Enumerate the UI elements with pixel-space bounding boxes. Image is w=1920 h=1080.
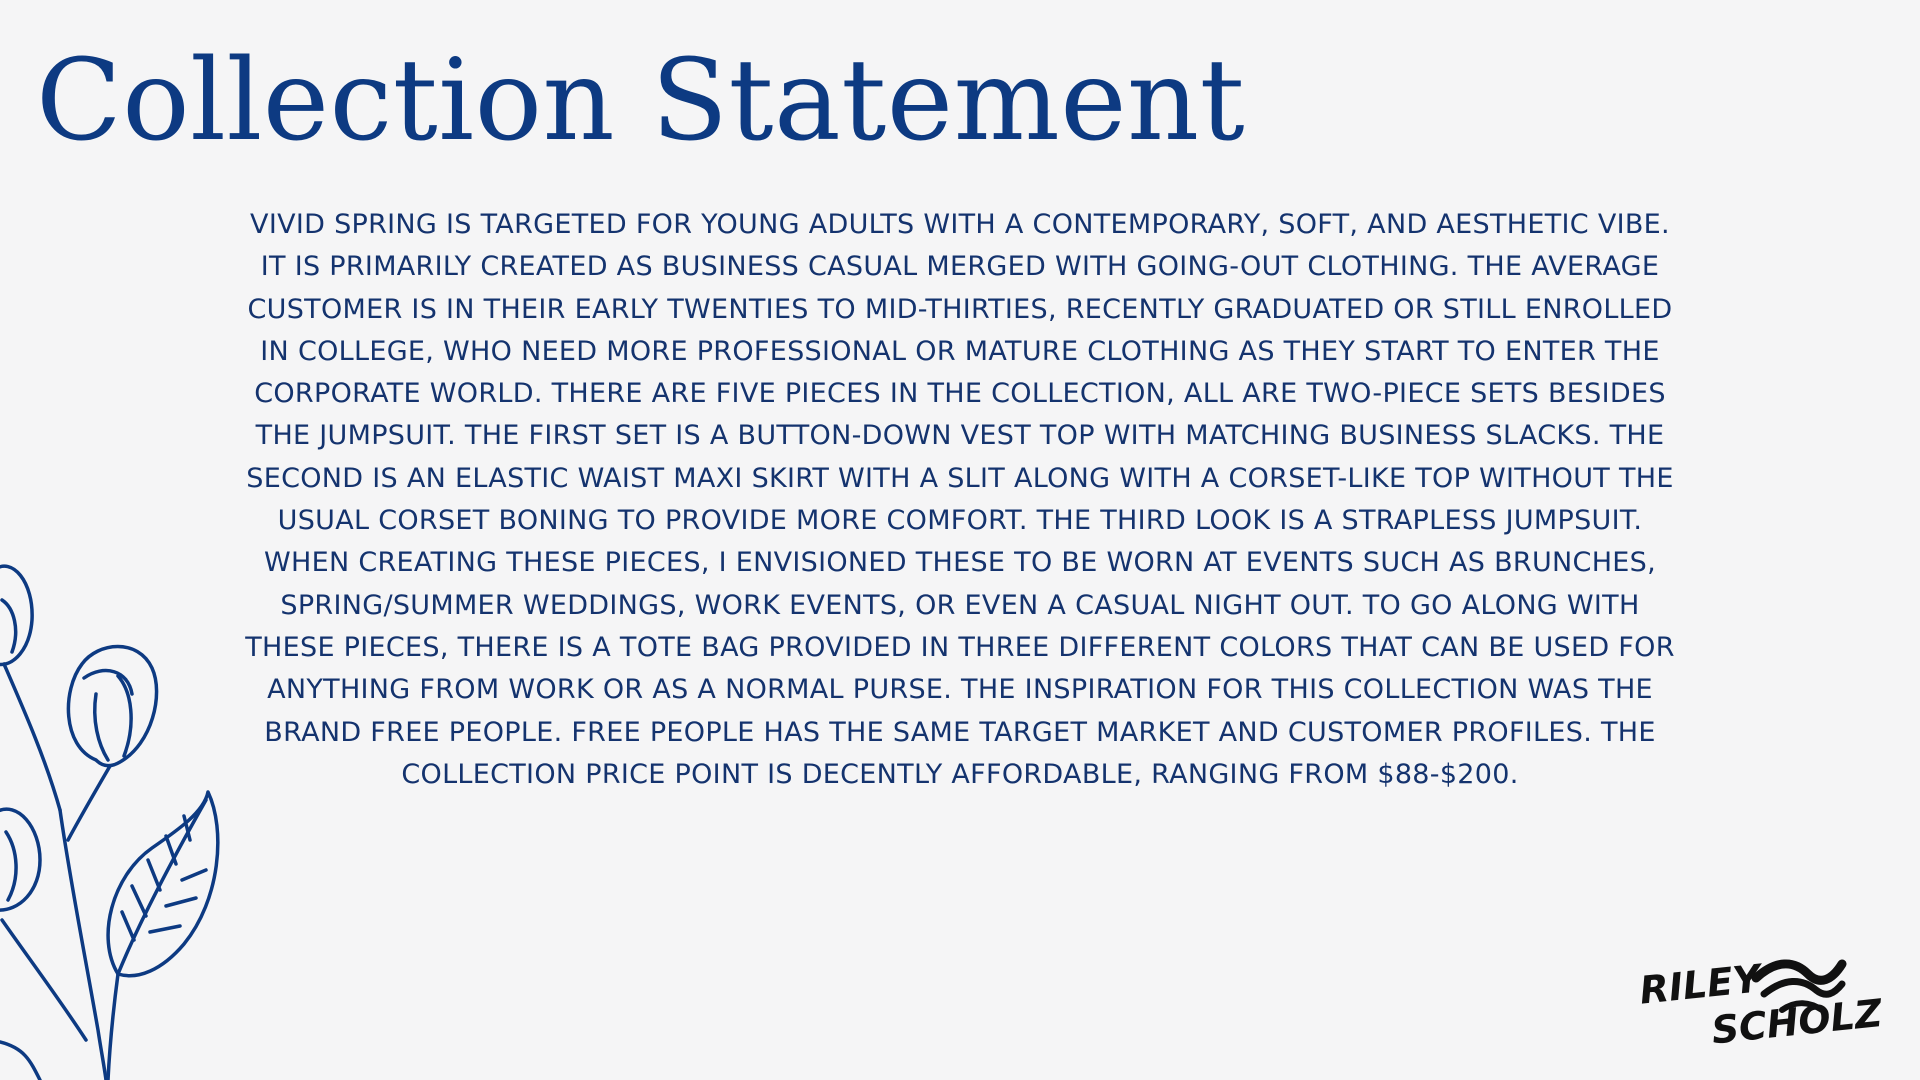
floral-line-art-icon [0,560,230,1080]
page-title: Collection Statement [36,36,1246,166]
logo-text-scholz: SCHOLZ [1709,990,1885,1053]
brand-logo [1636,930,1885,1053]
wave-logo-icon [1756,964,1842,980]
logo-text-riley: RILEY [1637,956,1763,1013]
collection-statement-text: VIVID SPRING IS TARGETED FOR YOUNG ADULTS WITH A CONTEMPORARY, SOFT, AND AESTHETIC VIBE. IT IS PRIMARILY CREATED AS BUSINESS CASUAL MERGED WITH GOING-OUT CLOTHING. THE AVERAGE CUSTOMER IS IN THEIR EARLY TWENTIES TO MID-THIRTIES, RECENTLY GRADUATED OR STILL ENROLLED IN COLLEGE, WHO NEED MORE PROFESSIONAL OR MATURE CLOTHING AS THEY START TO ENTER THE CORPORATE WORLD. THERE ARE FIVE PIECES IN THE COLLECTION, ALL ARE TWO-PIECE SETS BESIDES THE JUMPSUIT. THE FIRST SET IS A BUTTON-DOWN VEST TOP WITH MATCHING BUSINESS SLACKS. THE SECOND IS AN ELASTIC WAIST MAXI SKIRT WITH A SLIT ALONG WITH A CORSET-LIKE TOP WITHOUT THE USUAL CORSET BONING TO PROVIDE MORE COMFORT. THE THIRD LOOK IS A STRAPLESS JUMPSUIT. WHEN CREATING THESE PIECES, I ENVISIONED THESE TO BE WORN AT EVENTS SUCH AS BRUNCHES, SPRING/SUMMER WEDDINGS, WORK EVENTS, OR EVEN A CASUAL NIGHT OUT. TO GO ALONG WITH THESE PIECES, THERE IS A TOTE BAG PROVIDED IN THREE DIFFERENT COLORS THAT CAN BE USED FOR ANYTHING FROM WORK OR AS A NORMAL PURSE. THE INSPIRATION FOR THIS COLLECTION WAS THE BRAND FREE PEOPLE. FREE PEOPLE HAS THE SAME TARGET MARKET AND CUSTOMER PROFILES. THE COLLECTION PRICE POINT IS DECENTLY AFFORDABLE, RANGING FROM $88-$200. [245,209,1675,790]
